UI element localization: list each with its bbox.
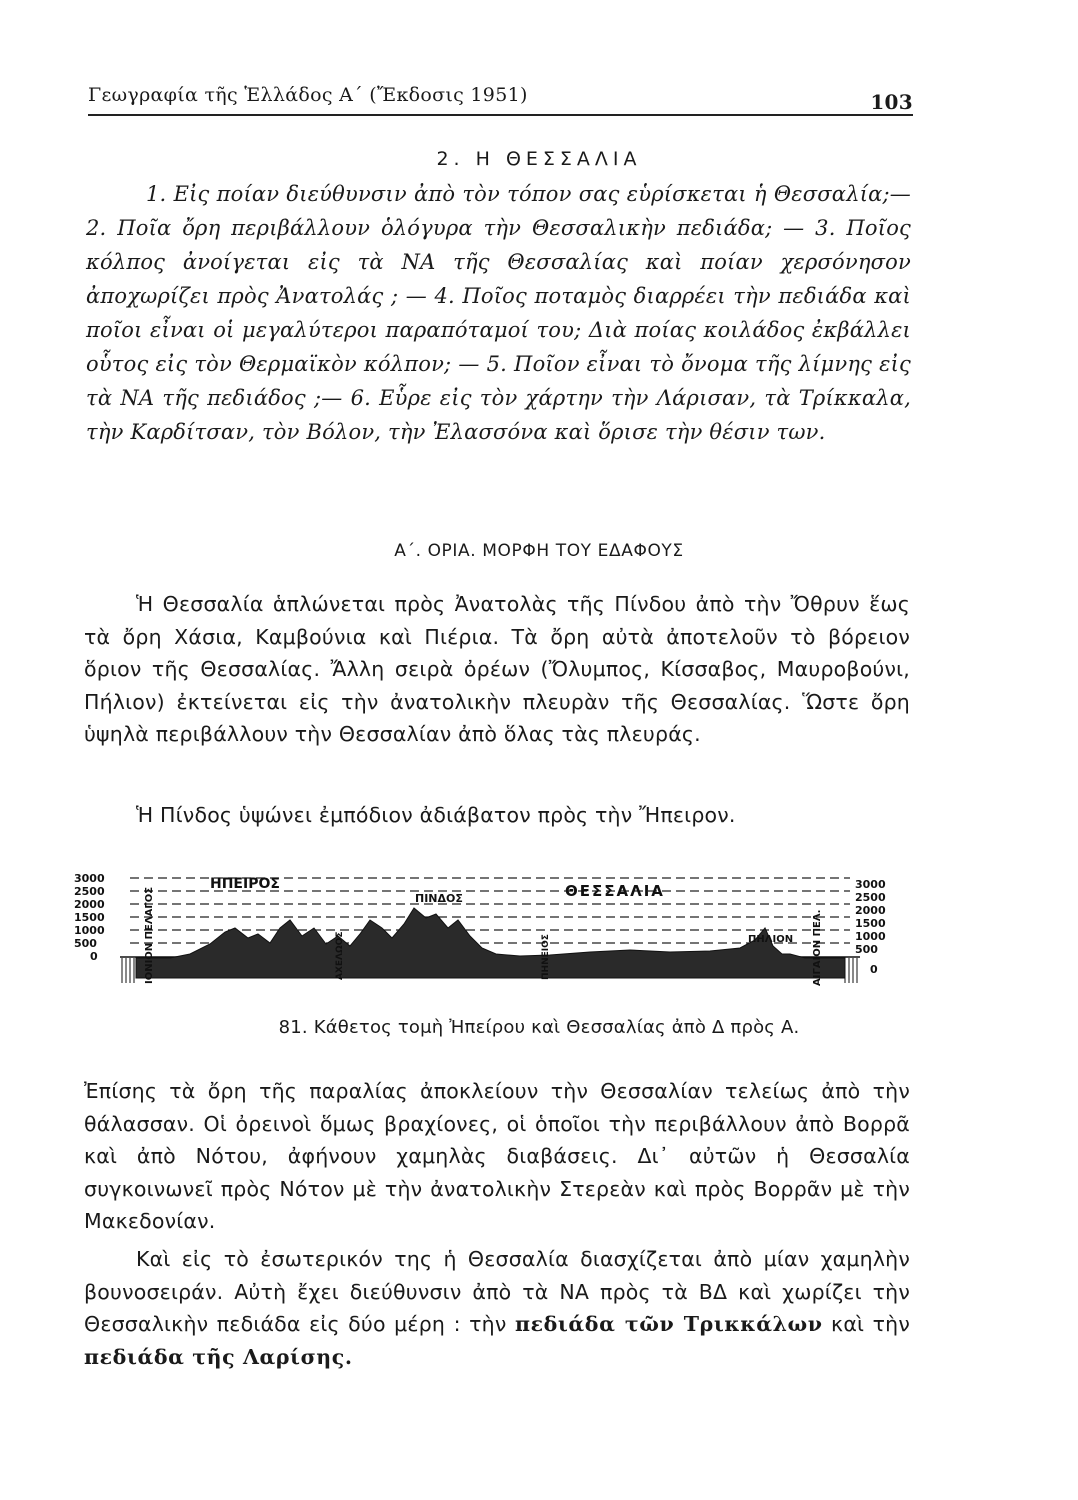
label-ionian-sea: ΙΟΝΙΟΝ ΠΕΛΑΓΟΣ	[144, 886, 155, 984]
section-title: 2. Η ΘΕΣΣΑΛΙΑ	[436, 148, 642, 170]
right-axis-label: 1500	[855, 917, 886, 930]
running-head-title: Γεωγραφία τῆς Ἑλλάδος Α΄ (Ἔκδοσις 1951)	[88, 84, 528, 106]
cross-section-svg	[70, 858, 920, 998]
left-axis-label: 1000	[74, 924, 105, 937]
paragraph-interior-text: Καὶ εἰς τὸ ἐσωτερικόν της ἡ Θεσσαλία διασχίζεται ἀπὸ μίαν χαμηλὴν βουνοσειράν. Αὐτὴ ἔχει διεύθυνσιν ἀπὸ τὰ ΝΑ πρὸς τὰ ΒΔ καὶ χωρίζει τὴν Θεσσαλικὴν πεδιάδα εἰς δύο μέρη : τὴν	[84, 1247, 910, 1336]
label-pindos: ΠΙΝΔΟΣ	[415, 892, 463, 905]
bold-term-trikala-plain: πεδιάδα τῶν Τρικκάλων	[514, 1312, 823, 1336]
left-axis-label: 500	[74, 937, 97, 950]
label-achelous: ΑΧΕΛΩΟΣ	[335, 931, 345, 980]
label-aegean-sea: ΑΙΓΑΙΟΝ ΠΕΛ.	[812, 909, 823, 986]
right-axis-label: 3000	[855, 878, 886, 891]
cross-section-figure	[70, 858, 920, 998]
subheading: Α΄. ΟΡΙΑ. ΜΟΡΦΗ ΤΟΥ ΕΔΑΦΟΥΣ	[394, 541, 684, 561]
right-axis-label: 1000	[855, 930, 886, 943]
label-epirus: ΗΠΕΙΡΟΣ	[210, 876, 280, 892]
left-axis-label: 0	[90, 950, 98, 963]
left-axis-label: 2000	[74, 898, 105, 911]
label-pilio: ΠΗΛΙΟΝ	[748, 934, 794, 945]
label-peneus: ΠΗΝΕΙΟΣ	[541, 934, 551, 980]
left-axis-label: 1500	[74, 911, 105, 924]
paragraph-interior	[84, 1243, 910, 1373]
figure-caption: 81. Κάθετος τομὴ Ἠπείρου καὶ Θεσσαλίας ἀπὸ Δ πρὸς Α.	[278, 1017, 800, 1038]
page-number: 103	[870, 90, 913, 114]
paragraph-boundaries: Ἡ Θεσσαλία ἁπλώνεται πρὸς Ἀνατολὰς τῆς Πίνδου ἀπὸ τὴν Ὄθρυν ἕως τὰ ὄρη Χάσια, Καμβούνια καὶ Πιέρια. Τὰ ὄρη αὐτὰ ἀποτελοῦν τὸ βόρειον ὅριον τῆς Θεσσαλίας. Ἄλλη σειρὰ ὀρέων (Ὄλυμπος, Κίσσαβος, Μαυροβούνι, Πήλιον) ἐκτείνεται εἰς τὴν ἀνατολικὴν πλευρὰν τῆς Θεσσαλίας. Ὥστε ὄρη ὑψηλὰ περιβάλλουν τὴν Θεσσαλίαν ἀπὸ ὅλας τὰς πλευράς.	[84, 592, 910, 746]
paragraph-interior-connector: καὶ τὴν	[831, 1312, 911, 1336]
left-axis-label: 2500	[74, 885, 105, 898]
right-axis-label: 0	[870, 963, 878, 976]
right-axis-label: 500	[855, 943, 878, 956]
paragraph-pindus: Ἡ Πίνδος ὑψώνει ἐμπόδιον ἀδιάβατον πρὸς τὴν Ἤπειρον.	[136, 803, 736, 827]
left-axis-label: 3000	[74, 872, 105, 885]
paragraph-interior-end: .	[344, 1344, 353, 1369]
bold-term-larisa-plain: πεδιάδα τῆς Λαρίσης	[84, 1344, 345, 1369]
right-axis-label: 2500	[855, 891, 886, 904]
label-thessaly: ΘΕΣΣΑΛΙΑ	[565, 882, 665, 900]
paragraph-passes: Ἐπίσης τὰ ὄρη τῆς παραλίας ἀποκλείουν τὴν Θεσσαλίαν τελείως ἀπὸ τὴν θάλασσαν. Οἱ ὀρεινοὶ ὅμως βραχίονες, οἱ ὁποῖοι τὴν περιβάλλουν ἀπὸ Βορρᾶ καὶ ἀπὸ Νότου, ἀφήνουν χαμηλὰς διαβάσεις. Δι᾽ αὐτῶν ἡ Θεσσαλία συγκοινωνεῖ πρὸς Νότον μὲ τὴν ἀνατολικὴν Στερεὰν καὶ πρὸς Βορρᾶν μὲ τὴν Μακεδονίαν.	[84, 1079, 910, 1233]
header-rule	[88, 114, 913, 116]
review-questions: 1. Εἰς ποίαν διεύθυνσιν ἀπὸ τὸν τόπον σας εὑρίσκεται ἡ Θεσσαλία;—2. Ποῖα ὄρη περιβάλλουν ὁλόγυρα τὴν Θεσσαλικὴν πεδιάδα; — 3. Ποῖος κόλπος ἀνοίγεται εἰς τὰ ΝΑ τῆς Θεσσαλίας καὶ ποίαν χερσόνησον ἀποχωρίζει πρὸς Ἀνατολάς ; — 4. Ποῖος ποταμὸς διαρρέει τὴν πεδιάδα καὶ ποῖοι εἶναι οἱ μεγαλύτεροι παραπόταμοί του; Διὰ ποίας κοιλάδος ἐκβάλλει οὗτος εἰς τὸν Θερμαϊκὸν κόλπον; — 5. Ποῖον εἶναι τὸ ὄνομα τῆς λίμνης εἰς τὰ ΝΑ τῆς πεδιάδος ;— 6. Εὗρε εἰς τὸν χάρτην τὴν Λάρισαν, τὰ Τρίκκαλα, τὴν Καρδίτσαν, τὸν Βόλον, τὴν Ἐλασσόνα καὶ ὅρισε τὴν θέσιν των.	[86, 182, 911, 444]
right-axis-label: 2000	[855, 904, 886, 917]
